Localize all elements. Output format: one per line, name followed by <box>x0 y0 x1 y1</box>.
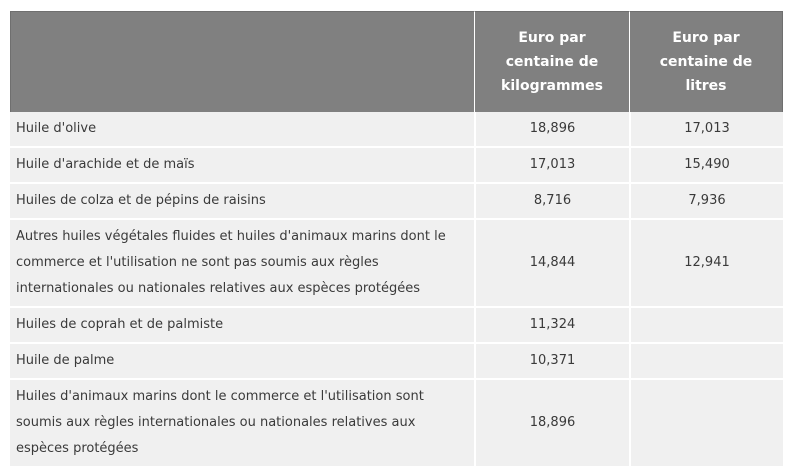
product-cell: Autres huiles végétales fluides et huiles d'animaux marins dont le commerce et l'utilisation ne sont pas soumis aux règles internationales ou nationales relatives aux espèces protégées <box>10 218 474 306</box>
price-l-cell: 15,490 <box>629 146 783 182</box>
price-kg-cell: 11,324 <box>474 306 629 342</box>
product-cell: Huiles de coprah et de palmiste <box>10 306 474 342</box>
price-kg-cell: 17,013 <box>474 146 629 182</box>
header-product <box>10 11 474 112</box>
product-cell: Huile d'arachide et de maïs <box>10 146 474 182</box>
table-row <box>10 378 783 466</box>
price-l-cell: 7,936 <box>629 182 783 218</box>
table-row <box>10 306 783 342</box>
header-euro-per-100kg: Euro par centaine de kilogrammes <box>474 11 629 112</box>
price-l-cell <box>629 342 783 378</box>
price-l-cell <box>629 306 783 342</box>
price-table <box>10 11 783 466</box>
price-l-cell: 12,941 <box>629 218 783 306</box>
product-cell: Huile de palme <box>10 342 474 378</box>
table-row <box>10 146 783 182</box>
price-kg-cell: 14,844 <box>474 218 629 306</box>
price-kg-cell: 18,896 <box>474 378 629 466</box>
price-l-cell <box>629 378 783 466</box>
price-kg-cell: 18,896 <box>474 112 629 146</box>
table-row <box>10 182 783 218</box>
product-cell: Huile d'olive <box>10 112 474 146</box>
table-row <box>10 112 783 146</box>
price-table-container <box>10 11 783 466</box>
product-cell: Huiles d'animaux marins dont le commerce et l'utilisation sont soumis aux règles internationales ou nationales relatives aux espèces protégées <box>10 378 474 466</box>
product-cell: Huiles de colza et de pépins de raisins <box>10 182 474 218</box>
price-kg-cell: 8,716 <box>474 182 629 218</box>
table-header-row <box>10 11 783 112</box>
table-row <box>10 342 783 378</box>
price-kg-cell: 10,371 <box>474 342 629 378</box>
header-euro-per-100l: Euro par centaine de litres <box>629 11 783 112</box>
table-row <box>10 218 783 306</box>
price-l-cell: 17,013 <box>629 112 783 146</box>
